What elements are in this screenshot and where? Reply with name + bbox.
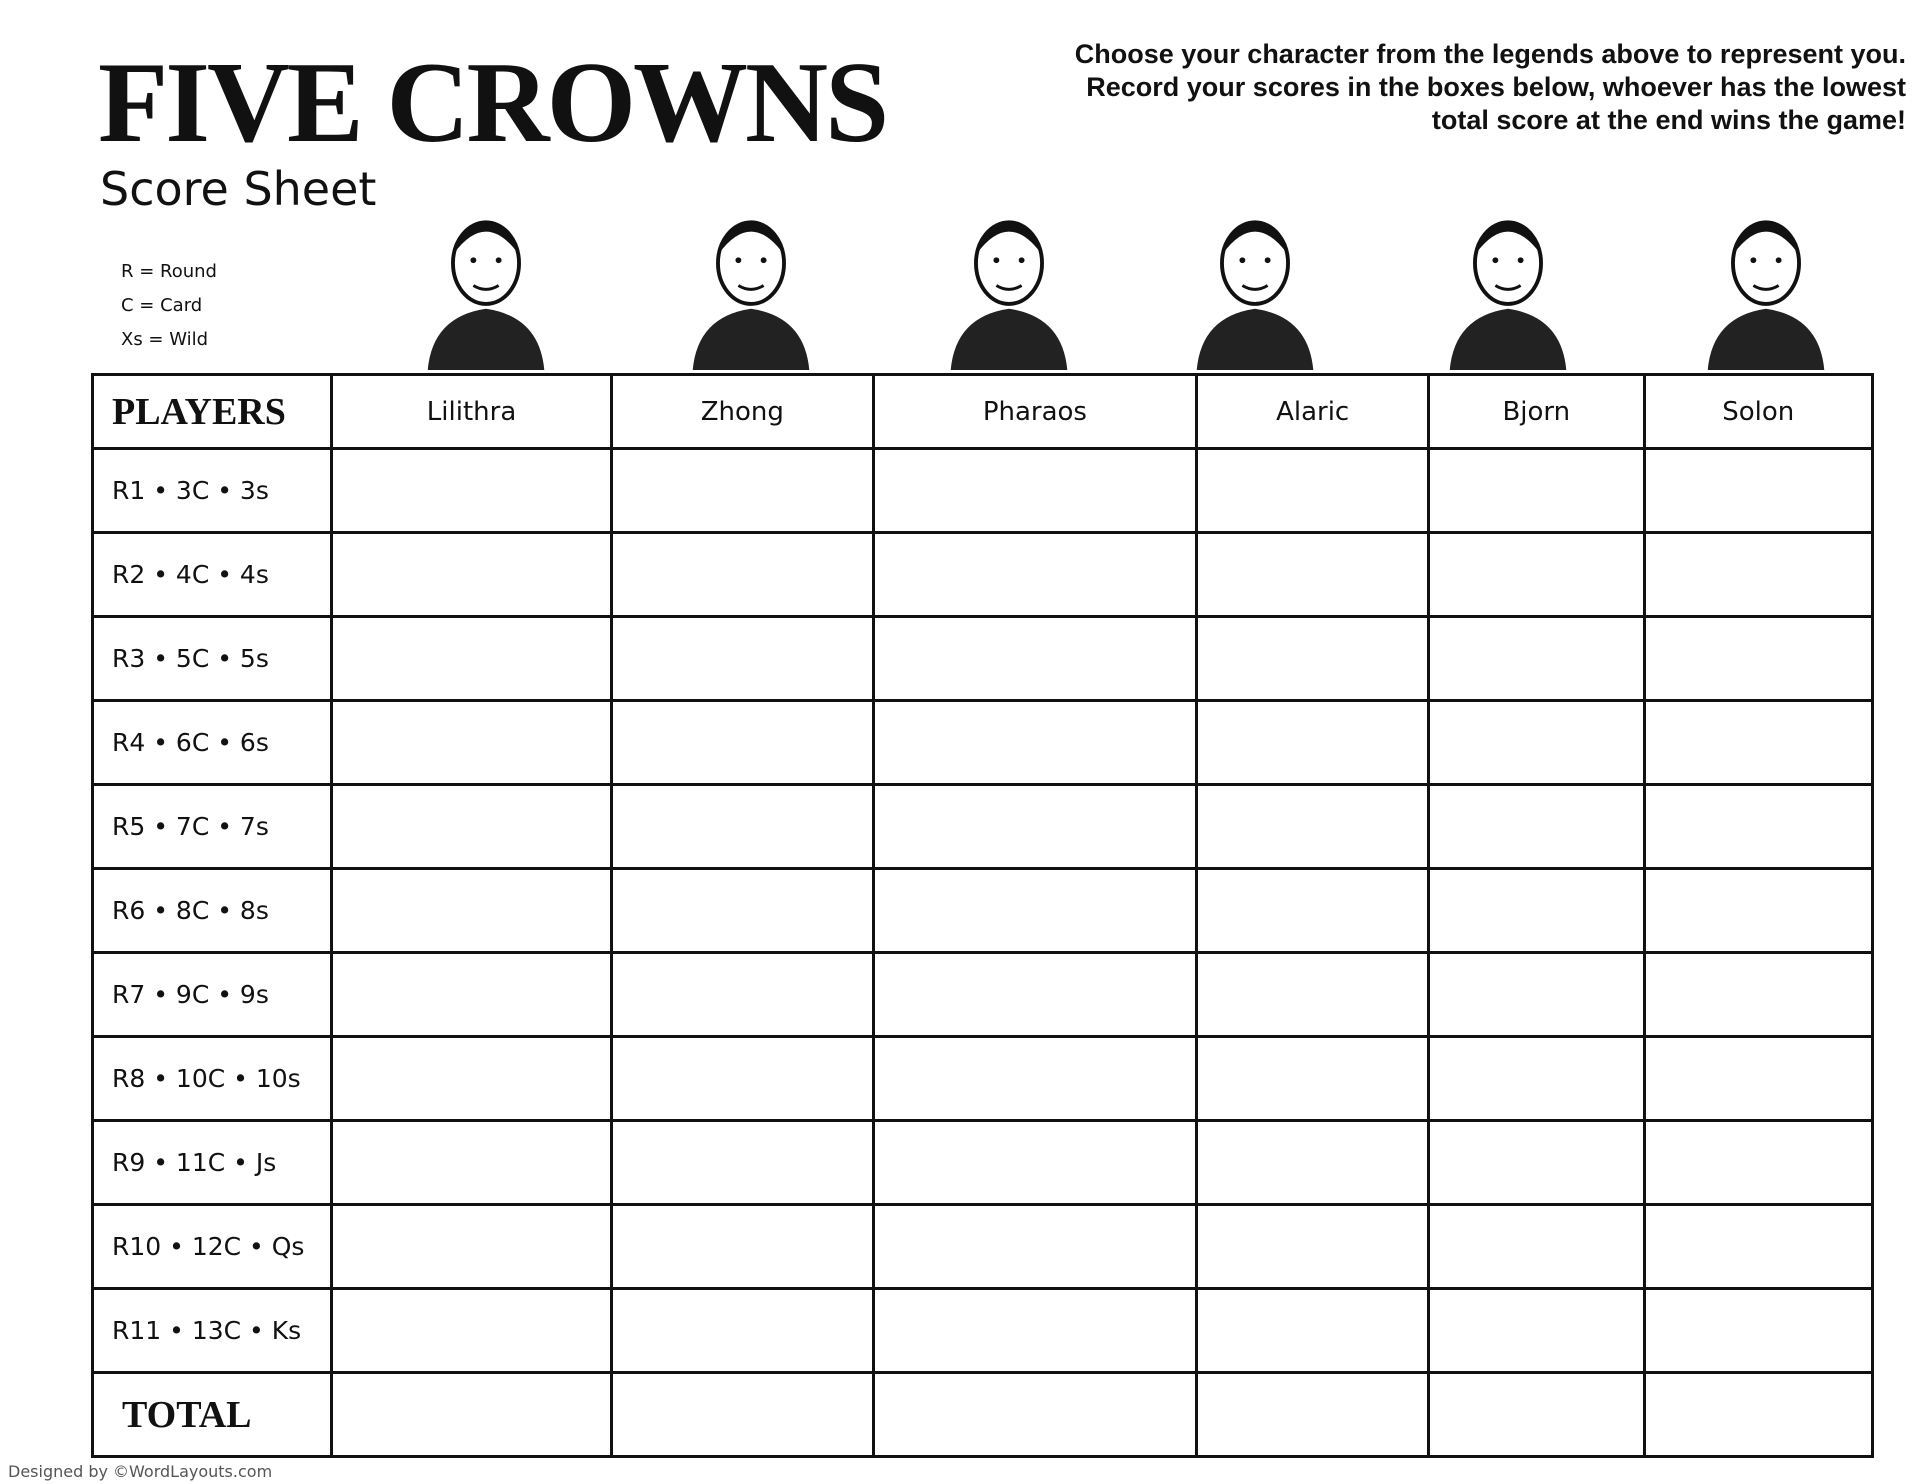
score-cell[interactable] bbox=[1197, 1121, 1429, 1205]
score-cell[interactable] bbox=[1197, 1205, 1429, 1289]
table-row bbox=[93, 869, 1873, 953]
portrait-pharaos-icon bbox=[914, 200, 1104, 370]
score-cell[interactable] bbox=[1429, 1037, 1645, 1121]
score-cell[interactable] bbox=[612, 953, 873, 1037]
score-cell[interactable] bbox=[332, 785, 612, 869]
score-cell[interactable] bbox=[1429, 617, 1645, 701]
score-cell[interactable] bbox=[332, 1121, 612, 1205]
table-row bbox=[93, 1205, 1873, 1289]
score-cell[interactable] bbox=[332, 1289, 612, 1373]
score-cell[interactable] bbox=[1197, 1037, 1429, 1121]
score-cell[interactable] bbox=[873, 1289, 1197, 1373]
score-cell[interactable] bbox=[1197, 701, 1429, 785]
score-cell[interactable] bbox=[1644, 1121, 1872, 1205]
portrait-solon-icon bbox=[1671, 200, 1861, 370]
score-cell[interactable] bbox=[1644, 953, 1872, 1037]
table-row bbox=[93, 1289, 1873, 1373]
score-cell[interactable] bbox=[1429, 533, 1645, 617]
player-header-lilithra: Lilithra bbox=[332, 375, 612, 449]
score-cell[interactable] bbox=[612, 1289, 873, 1373]
score-cell[interactable] bbox=[1197, 953, 1429, 1037]
table-row bbox=[93, 1037, 1873, 1121]
score-cell[interactable] bbox=[1197, 449, 1429, 533]
round-label: R3 • 5C • 5s bbox=[93, 617, 332, 701]
score-cell[interactable] bbox=[332, 617, 612, 701]
score-cell[interactable] bbox=[612, 701, 873, 785]
score-cell[interactable] bbox=[612, 1037, 873, 1121]
score-cell[interactable] bbox=[1429, 701, 1645, 785]
score-cell[interactable] bbox=[1197, 785, 1429, 869]
round-label: R10 • 12C • Qs bbox=[93, 1205, 332, 1289]
round-label: R7 • 9C • 9s bbox=[93, 953, 332, 1037]
score-cell[interactable] bbox=[612, 533, 873, 617]
score-cell[interactable] bbox=[332, 869, 612, 953]
score-cell[interactable] bbox=[1429, 1289, 1645, 1373]
players-header: PLAYERS bbox=[93, 375, 332, 449]
portrait-bjorn-icon bbox=[1413, 200, 1603, 370]
score-cell[interactable] bbox=[612, 1373, 873, 1457]
footer-credit: Designed by ©WordLayouts.com bbox=[8, 1462, 273, 1481]
table-row bbox=[93, 701, 1873, 785]
player-header-solon: Solon bbox=[1644, 375, 1872, 449]
score-cell[interactable] bbox=[612, 1121, 873, 1205]
score-cell[interactable] bbox=[612, 449, 873, 533]
score-cell[interactable] bbox=[1644, 785, 1872, 869]
table-row bbox=[93, 1121, 1873, 1205]
score-cell[interactable] bbox=[873, 617, 1197, 701]
score-cell[interactable] bbox=[873, 869, 1197, 953]
score-cell[interactable] bbox=[1644, 449, 1872, 533]
score-cell[interactable] bbox=[1429, 1205, 1645, 1289]
score-cell[interactable] bbox=[612, 617, 873, 701]
round-label: R4 • 6C • 6s bbox=[93, 701, 332, 785]
score-cell[interactable] bbox=[1197, 1373, 1429, 1457]
round-label: R11 • 13C • Ks bbox=[93, 1289, 332, 1373]
total-label: TOTAL bbox=[93, 1373, 332, 1457]
score-cell[interactable] bbox=[1429, 1373, 1645, 1457]
score-cell[interactable] bbox=[1644, 617, 1872, 701]
score-cell[interactable] bbox=[1644, 1037, 1872, 1121]
score-cell[interactable] bbox=[612, 869, 873, 953]
portrait-lilithra-icon bbox=[391, 200, 581, 370]
score-cell[interactable] bbox=[1429, 869, 1645, 953]
legend bbox=[121, 255, 217, 357]
table-row bbox=[93, 533, 1873, 617]
player-header-pharaos: Pharaos bbox=[873, 375, 1197, 449]
legend-card: C = Card bbox=[121, 295, 203, 316]
score-cell[interactable] bbox=[332, 701, 612, 785]
score-cell[interactable] bbox=[873, 1205, 1197, 1289]
round-label: R5 • 7C • 7s bbox=[93, 785, 332, 869]
score-cell[interactable] bbox=[873, 1037, 1197, 1121]
round-label: R8 • 10C • 10s bbox=[93, 1037, 332, 1121]
page-subtitle: Score Sheet bbox=[100, 162, 377, 216]
score-cell[interactable] bbox=[332, 953, 612, 1037]
score-table bbox=[91, 373, 1874, 1458]
score-cell[interactable] bbox=[1644, 533, 1872, 617]
score-cell[interactable] bbox=[1197, 533, 1429, 617]
score-cell[interactable] bbox=[1644, 869, 1872, 953]
portrait-alaric-icon bbox=[1160, 200, 1350, 370]
score-cell[interactable] bbox=[332, 1373, 612, 1457]
table-row bbox=[93, 953, 1873, 1037]
score-cell[interactable] bbox=[873, 449, 1197, 533]
round-label: R1 • 3C • 3s bbox=[93, 449, 332, 533]
score-cell[interactable] bbox=[1429, 449, 1645, 533]
score-cell[interactable] bbox=[873, 785, 1197, 869]
score-cell[interactable] bbox=[1429, 785, 1645, 869]
score-cell[interactable] bbox=[1197, 869, 1429, 953]
score-cell[interactable] bbox=[1197, 1289, 1429, 1373]
table-row bbox=[93, 449, 1873, 533]
score-cell[interactable] bbox=[332, 533, 612, 617]
table-row bbox=[93, 1373, 1873, 1457]
table-row bbox=[93, 617, 1873, 701]
score-cell[interactable] bbox=[332, 449, 612, 533]
score-cell[interactable] bbox=[332, 1037, 612, 1121]
round-label: R2 • 4C • 4s bbox=[93, 533, 332, 617]
legend-round: R = Round bbox=[121, 261, 217, 282]
score-cell[interactable] bbox=[1197, 617, 1429, 701]
score-cell[interactable] bbox=[873, 701, 1197, 785]
table-row bbox=[93, 785, 1873, 869]
score-cell[interactable] bbox=[1644, 701, 1872, 785]
score-cell[interactable] bbox=[873, 953, 1197, 1037]
legend-wild: Xs = Wild bbox=[121, 329, 209, 350]
score-cell[interactable] bbox=[1644, 1289, 1872, 1373]
score-cell[interactable] bbox=[332, 1205, 612, 1289]
score-cell[interactable] bbox=[873, 1373, 1197, 1457]
score-cell[interactable] bbox=[1644, 1205, 1872, 1289]
player-header-bjorn: Bjorn bbox=[1429, 375, 1645, 449]
score-cell[interactable] bbox=[1644, 1373, 1872, 1457]
score-cell[interactable] bbox=[612, 785, 873, 869]
score-cell[interactable] bbox=[873, 1121, 1197, 1205]
score-cell[interactable] bbox=[1429, 1121, 1645, 1205]
page-title: FIVE CROWNS bbox=[98, 39, 887, 166]
player-header-zhong: Zhong bbox=[612, 375, 873, 449]
score-cell[interactable] bbox=[612, 1205, 873, 1289]
score-cell[interactable] bbox=[873, 533, 1197, 617]
round-label: R9 • 11C • Js bbox=[93, 1121, 332, 1205]
player-header-alaric: Alaric bbox=[1197, 375, 1429, 449]
round-label: R6 • 8C • 8s bbox=[93, 869, 332, 953]
score-cell[interactable] bbox=[1429, 953, 1645, 1037]
instructions: Choose your character from the legends above to represent you. Record your scores in the boxes below, whoever has the lowest total score at the end wins the game! bbox=[1074, 39, 1906, 135]
portrait-zhong-icon bbox=[656, 200, 846, 370]
